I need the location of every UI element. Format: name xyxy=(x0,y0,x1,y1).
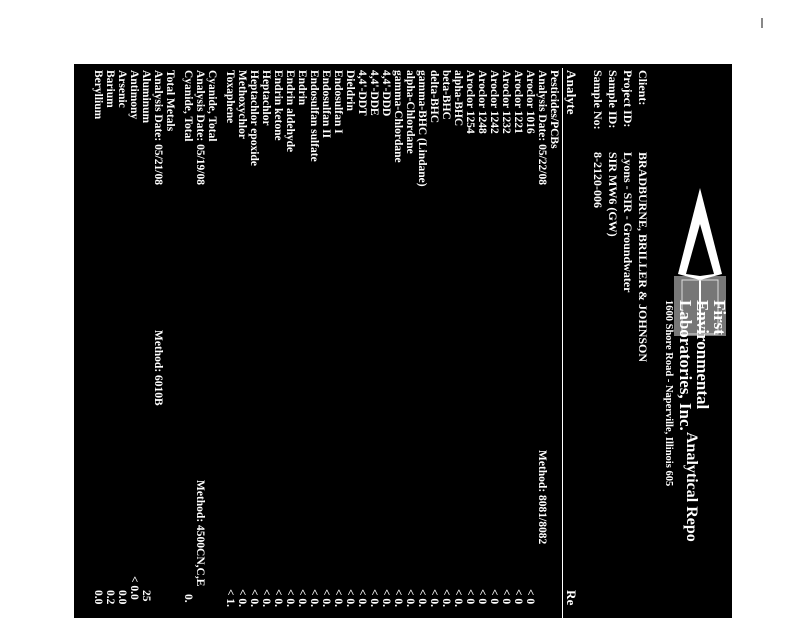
result-value: < 0 xyxy=(488,589,500,605)
analyte-row: Aroclor 1016 xyxy=(524,70,536,134)
result-value: < 0. xyxy=(404,589,416,608)
lab-name-line: Environmental xyxy=(693,300,712,410)
result-value: < 0. xyxy=(428,589,440,608)
lab-name-line: First xyxy=(710,300,729,335)
analyte-row: Beryllium xyxy=(92,70,104,120)
scan-speck xyxy=(761,18,763,28)
result-value: < 0. xyxy=(272,589,284,608)
analyte-row: 4,4'-DDT xyxy=(356,70,368,116)
result-value: < 0. xyxy=(284,589,296,608)
result-value: 0.2 xyxy=(104,590,116,605)
section-name-metals: Total Metals xyxy=(164,70,176,132)
result-value: < 0. xyxy=(380,589,392,608)
analyte-row: Endrin ketone xyxy=(272,70,284,141)
result-value: < 0. xyxy=(452,589,464,608)
result-value: < 0. xyxy=(248,589,260,608)
result-value: < 0. xyxy=(440,589,452,608)
analyte-row: Aroclor 1254 xyxy=(464,70,476,134)
result-value: < 0.0 xyxy=(128,576,140,600)
analyte-row: Endosulfan sulfate xyxy=(308,70,320,162)
sample-id-label: Sample ID: xyxy=(606,70,620,129)
analyte-row: Endrin xyxy=(296,70,308,106)
analyte-row: beta-BHC xyxy=(440,70,452,120)
analysis-date-cyanide: Analysis Date: 05/19/08 xyxy=(194,70,206,185)
result-value: 0.0 xyxy=(92,590,104,605)
sample-no-label: Sample No: xyxy=(591,70,605,130)
method-pesticides: Method: 8081/8082 xyxy=(536,450,548,545)
analysis-date-metals: Analysis Date: 05/21/08 xyxy=(152,70,164,185)
result-value: < 0. xyxy=(356,589,368,608)
result-value: < 0. xyxy=(236,589,248,608)
report-title: Analytical Repo xyxy=(683,432,700,542)
analyte-row: Antimony xyxy=(128,70,140,120)
analyte-row: Heptachlor epoxide xyxy=(248,70,260,166)
result-value: 25 xyxy=(140,590,152,602)
analyte-row: Methoxychlor xyxy=(236,70,248,139)
result-value: < 0. xyxy=(392,589,404,608)
result-value: < 0. xyxy=(320,589,332,608)
analyte-row: Endosulfan I xyxy=(332,70,344,134)
section-name-pesticides: Pesticides/PCBs xyxy=(548,70,560,149)
header-rule xyxy=(562,68,563,618)
report-page-content xyxy=(74,64,732,618)
analyte-row: delta-BHC xyxy=(428,70,440,124)
section-name-cyanide: Cyanide, Total xyxy=(206,70,218,142)
result-value: < 0 xyxy=(500,589,512,605)
result-value: < 0 xyxy=(464,589,476,605)
analyte-row: gamma-Chlordane xyxy=(392,70,404,163)
result-value: < 0. xyxy=(296,589,308,608)
client-value: BRADBURNE, BRILLER & JOHNSON xyxy=(636,152,650,363)
method-cyanide: Method: 4500CN,C,E xyxy=(194,480,206,587)
result-column-header: Re xyxy=(564,590,579,606)
result-value: < 0. xyxy=(416,589,428,608)
analyte-row: Endosulfan II xyxy=(320,70,332,139)
scanned-report-page xyxy=(74,64,732,618)
analyte-row: 4,4'-DDD xyxy=(380,70,392,117)
result-value: 0. xyxy=(182,594,194,603)
result-value: < 0 xyxy=(512,589,524,605)
lab-name-line: Laboratories, Inc. xyxy=(676,300,695,431)
analyte-row: Aroclor 1221 xyxy=(512,70,524,134)
analyte-row: Aroclor 1232 xyxy=(500,70,512,134)
analyte-row: Dieldrin xyxy=(344,70,356,111)
project-id-value: Lyons - SIR - Groundwater xyxy=(621,152,635,293)
result-value: < 0. xyxy=(308,589,320,608)
analyte-row: Arsenic xyxy=(116,70,128,108)
analysis-date-pesticides: Analysis Date: 05/22/08 xyxy=(536,70,548,185)
result-value: < 0. xyxy=(344,589,356,608)
result-value: < 0 xyxy=(524,589,536,605)
analyte-row: gamma-BHC (Lindane) xyxy=(416,70,428,187)
result-value: < 0. xyxy=(368,589,380,608)
sample-no-value: 8-2120-006 xyxy=(591,152,605,208)
result-value: < 0. xyxy=(260,589,272,608)
analyte-row: Endrin aldehyde xyxy=(284,70,296,153)
analyte-row: Heptachlor xyxy=(260,70,272,126)
method-metals: Method: 6010B xyxy=(152,330,164,406)
analyte-row: Cyanide, Total xyxy=(182,70,194,142)
analyte-column-header: Analyte xyxy=(564,70,579,115)
result-value: 0.0 xyxy=(116,590,128,605)
sample-id-value: SIR MW6 (GW) xyxy=(606,152,620,237)
analyte-row: Aluminum xyxy=(140,70,152,124)
client-label: Client: xyxy=(636,70,650,106)
analyte-row: 4,4'-DDE xyxy=(368,70,380,116)
lab-address: 1600 Shore Road - Naperville, Illinois 605 xyxy=(663,300,674,487)
result-value: < 0. xyxy=(332,589,344,608)
result-value: < 1. xyxy=(224,589,236,608)
analyte-row: alpha-BHC xyxy=(452,70,464,127)
analyte-row: Toxaphene xyxy=(224,70,236,124)
analyte-row: Aroclor 1248 xyxy=(476,70,488,134)
result-value: < 0 xyxy=(476,589,488,605)
project-id-label: Project ID: xyxy=(621,70,635,128)
analyte-row: alpha-Chlordane xyxy=(404,70,416,154)
analyte-row: Aroclor 1242 xyxy=(488,70,500,134)
analyte-row: Barium xyxy=(104,70,116,108)
lab-name xyxy=(677,300,728,431)
